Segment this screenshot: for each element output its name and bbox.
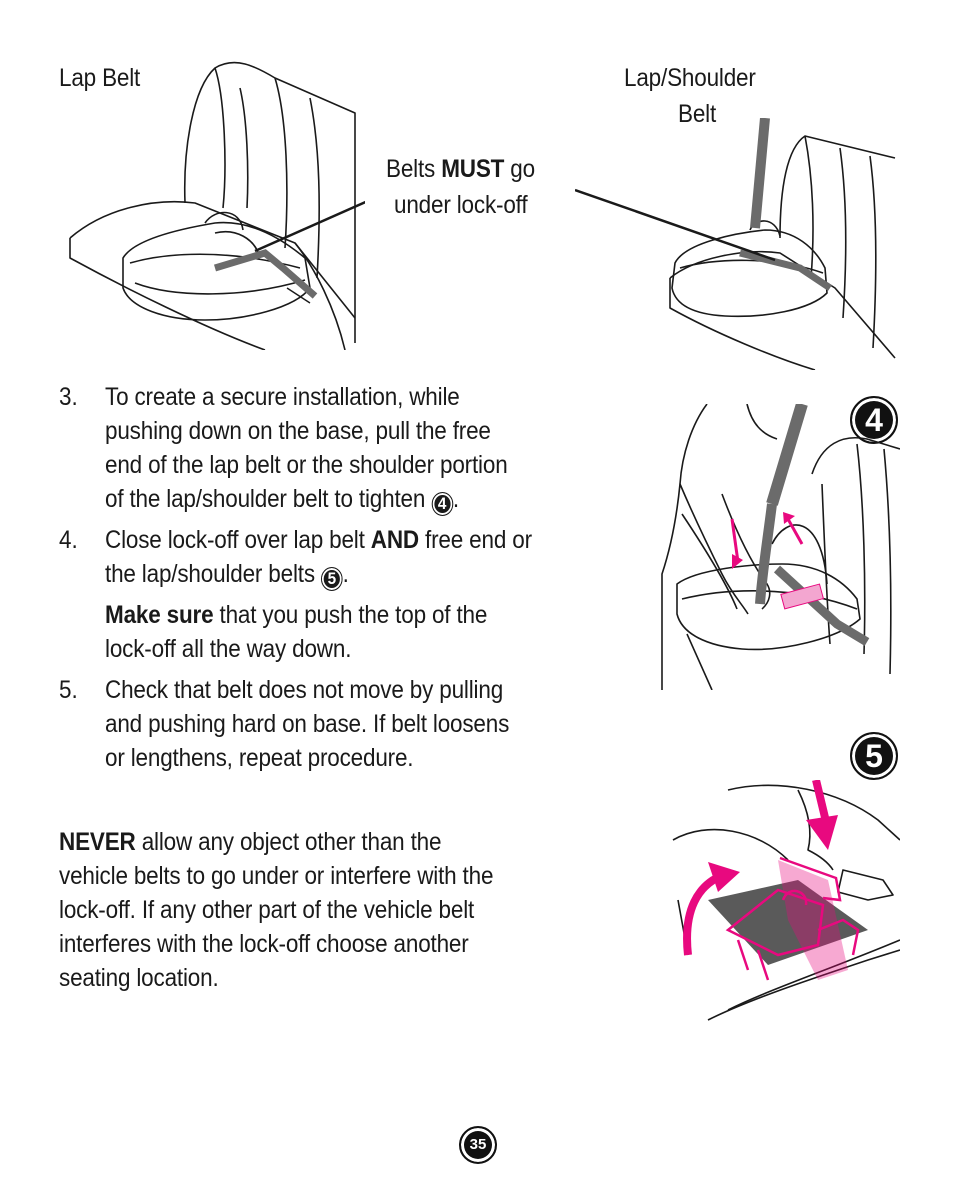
warning-line1-text: allow any object other than the <box>135 828 442 856</box>
lap-shoulder-label-line2: Belt <box>678 100 717 128</box>
step-5-number: 5. <box>59 676 78 704</box>
step-5-line1: Check that belt does not move by pulling <box>105 676 504 704</box>
belts-must-callout <box>386 151 535 187</box>
step-3-line3: end of the lap belt or the shoulder portion <box>105 451 508 479</box>
tighten-belt-illustration <box>652 404 900 690</box>
warning-line4: interferes with the lock-off choose another <box>59 930 469 958</box>
lap-belt-label: Lap Belt <box>59 64 141 92</box>
step-3-end: . <box>452 485 459 513</box>
step-3-line1: To create a secure installation, while <box>105 383 460 411</box>
warning-line2: vehicle belts to go under or interfere with the <box>59 862 494 890</box>
figure-ref-4-icon: 4 <box>431 492 453 516</box>
warning-line1 <box>59 825 441 859</box>
figure-4-badge: 4 <box>850 396 898 444</box>
warning-line3: lock-off. If any other part of the vehicle belt <box>59 896 475 924</box>
lap-shoulder-belt-install-illustration <box>575 118 900 370</box>
lap-belt-install-illustration <box>65 58 365 350</box>
callout-prefix: Belts <box>386 155 442 183</box>
figure-ref-5-icon: 5 <box>321 567 343 591</box>
page-number-badge: 35 <box>459 1126 497 1164</box>
step-5-line3: or lengthens, repeat procedure. <box>105 744 414 772</box>
step-4-emphasis: AND <box>370 526 419 554</box>
step-4-number: 4. <box>59 526 78 554</box>
figure-5-badge: 5 <box>850 732 898 780</box>
step-3-number: 3. <box>59 383 78 411</box>
never-emphasis: NEVER <box>59 828 136 856</box>
step-4-line1-prefix: Close lock-off over lap belt <box>105 526 371 554</box>
warning-line5: seating location. <box>59 964 219 992</box>
step-4-note-text: that you push the top of the <box>213 601 488 629</box>
callout-suffix: go <box>504 155 535 183</box>
step-4-end: . <box>342 560 349 588</box>
lap-shoulder-label-line1: Lap/Shoulder <box>624 64 756 92</box>
step-4-note-line1 <box>105 598 487 632</box>
step-4-line1-suffix: free end or <box>418 526 532 554</box>
step-4-line2-text: the lap/shoulder belts <box>105 560 322 588</box>
close-lock-off-illustration <box>668 780 900 1028</box>
step-3-line2: pushing down on the base, pull the free <box>105 417 491 445</box>
step-4-line2 <box>105 557 349 591</box>
step-5-line2: and pushing hard on base. If belt loosens <box>105 710 510 738</box>
step-4-line1 <box>105 523 532 557</box>
step-3-line4 <box>105 482 459 516</box>
step-3-line4-text: of the lap/shoulder belt to tighten <box>105 485 432 513</box>
callout-emphasis: MUST <box>441 155 505 183</box>
make-sure-emphasis: Make sure <box>105 601 214 629</box>
step-4-note-line2: lock-off all the way down. <box>105 635 352 663</box>
belts-must-callout-line2: under lock-off <box>394 191 528 219</box>
